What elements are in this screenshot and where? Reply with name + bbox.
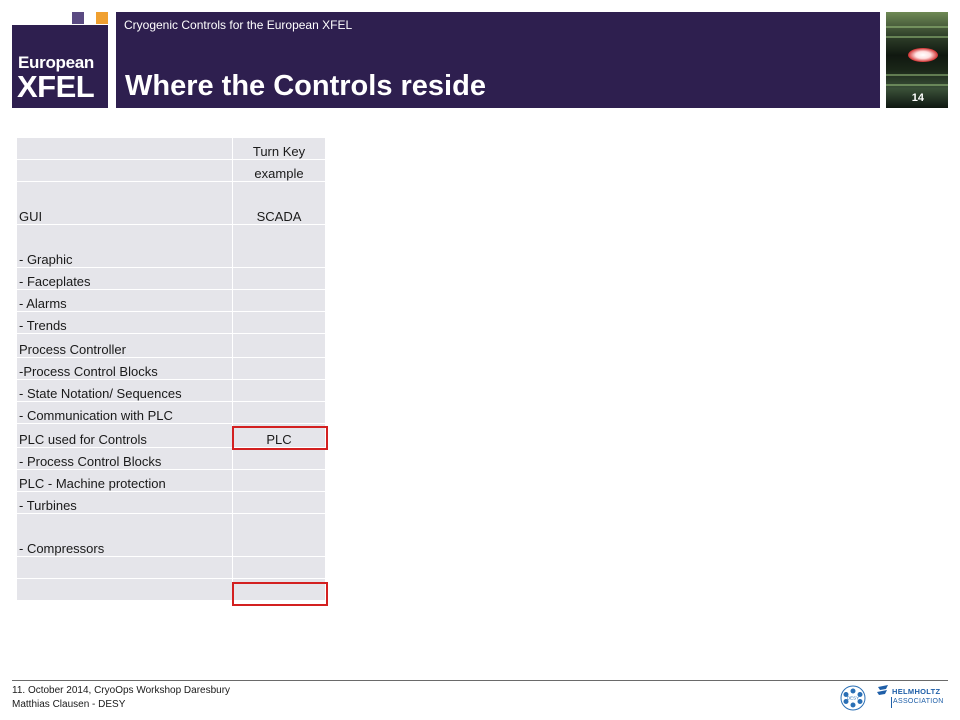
presentation-subtitle: Cryogenic Controls for the European XFEL xyxy=(124,18,353,32)
row-label-cell: - State Notation/ Sequences xyxy=(17,380,232,401)
logo-square-purple xyxy=(72,12,84,24)
row-label-cell: - Alarms xyxy=(17,290,232,311)
page-number: 14 xyxy=(911,92,924,104)
row-label-cell: PLC - Machine protection xyxy=(17,470,232,491)
row-label-cell xyxy=(17,557,232,578)
row-label-cell: - Compressors xyxy=(17,514,232,556)
table-row xyxy=(17,160,325,181)
row-label-cell: - Faceplates xyxy=(17,268,232,289)
turnkey-example-cell xyxy=(233,492,325,513)
footer-divider xyxy=(12,680,948,681)
row-label-cell: GUI xyxy=(17,182,232,224)
controls-table xyxy=(16,137,326,601)
turnkey-example-cell: Turn Key xyxy=(233,138,325,159)
table-row xyxy=(17,290,325,311)
table-row xyxy=(17,358,325,379)
table-row xyxy=(17,514,325,556)
desy-logo-icon xyxy=(840,685,866,711)
row-label-cell: -Process Control Blocks xyxy=(17,358,232,379)
logo-text-european: European xyxy=(18,53,95,72)
turnkey-example-cell xyxy=(233,402,325,423)
highlight-box-plc xyxy=(232,426,328,450)
footer-event: 11. October 2014, CryoOps Workshop Daresbury xyxy=(12,685,231,696)
turnkey-example-cell: SCADA xyxy=(233,182,325,224)
helmholtz-name: HELMHOLTZ xyxy=(892,687,941,696)
row-label-cell xyxy=(17,160,232,181)
row-label-cell: - Turbines xyxy=(17,492,232,513)
row-label-cell xyxy=(17,579,232,600)
table-row xyxy=(17,182,325,224)
turnkey-example-cell xyxy=(233,380,325,401)
desy-logo-text: DESY xyxy=(846,695,860,701)
turnkey-example-cell xyxy=(233,334,325,357)
footer-author: Matthias Clausen - DESY xyxy=(12,699,126,710)
table-row xyxy=(17,312,325,333)
turnkey-example-cell: PLC xyxy=(233,424,325,447)
helmholtz-mark-icon xyxy=(876,684,890,698)
turnkey-example-cell xyxy=(233,448,325,469)
turnkey-example-cell xyxy=(233,470,325,491)
logo-text-xfel: XFEL xyxy=(17,69,95,104)
row-label-cell: PLC used for Controls xyxy=(17,424,232,447)
slide-title: Where the Controls reside xyxy=(125,70,486,102)
table-row xyxy=(17,470,325,491)
logo-square-orange xyxy=(96,12,108,24)
row-label-cell: - Process Control Blocks xyxy=(17,448,232,469)
row-label-cell xyxy=(17,138,232,159)
turnkey-example-cell xyxy=(233,312,325,333)
helmholtz-logo xyxy=(876,684,946,712)
table-row xyxy=(17,334,325,357)
row-label-cell: Process Controller xyxy=(17,334,232,357)
turnkey-example-cell xyxy=(233,358,325,379)
turnkey-example-cell xyxy=(233,290,325,311)
turnkey-example-cell: example xyxy=(233,160,325,181)
table-row xyxy=(17,225,325,267)
table-row xyxy=(17,380,325,401)
row-label-cell: - Trends xyxy=(17,312,232,333)
helmholtz-association: ASSOCIATION xyxy=(893,698,944,705)
table-row xyxy=(17,557,325,578)
row-label-cell: - Communication with PLC xyxy=(17,402,232,423)
table-row xyxy=(17,268,325,289)
helmholtz-bar xyxy=(891,697,892,708)
european-xfel-logo xyxy=(12,25,108,108)
turnkey-example-cell xyxy=(233,268,325,289)
light-glow xyxy=(908,48,938,62)
table-row xyxy=(17,402,325,423)
title-banner xyxy=(116,12,880,108)
turnkey-example-cell xyxy=(233,225,325,267)
turnkey-example-cell xyxy=(233,514,325,556)
turnkey-example-cell xyxy=(233,557,325,578)
row-label-cell: - Graphic xyxy=(17,225,232,267)
table-row xyxy=(17,138,325,159)
header-photo xyxy=(886,12,948,108)
highlight-box-bottom xyxy=(232,582,328,606)
table-row xyxy=(17,492,325,513)
table-row xyxy=(17,448,325,469)
